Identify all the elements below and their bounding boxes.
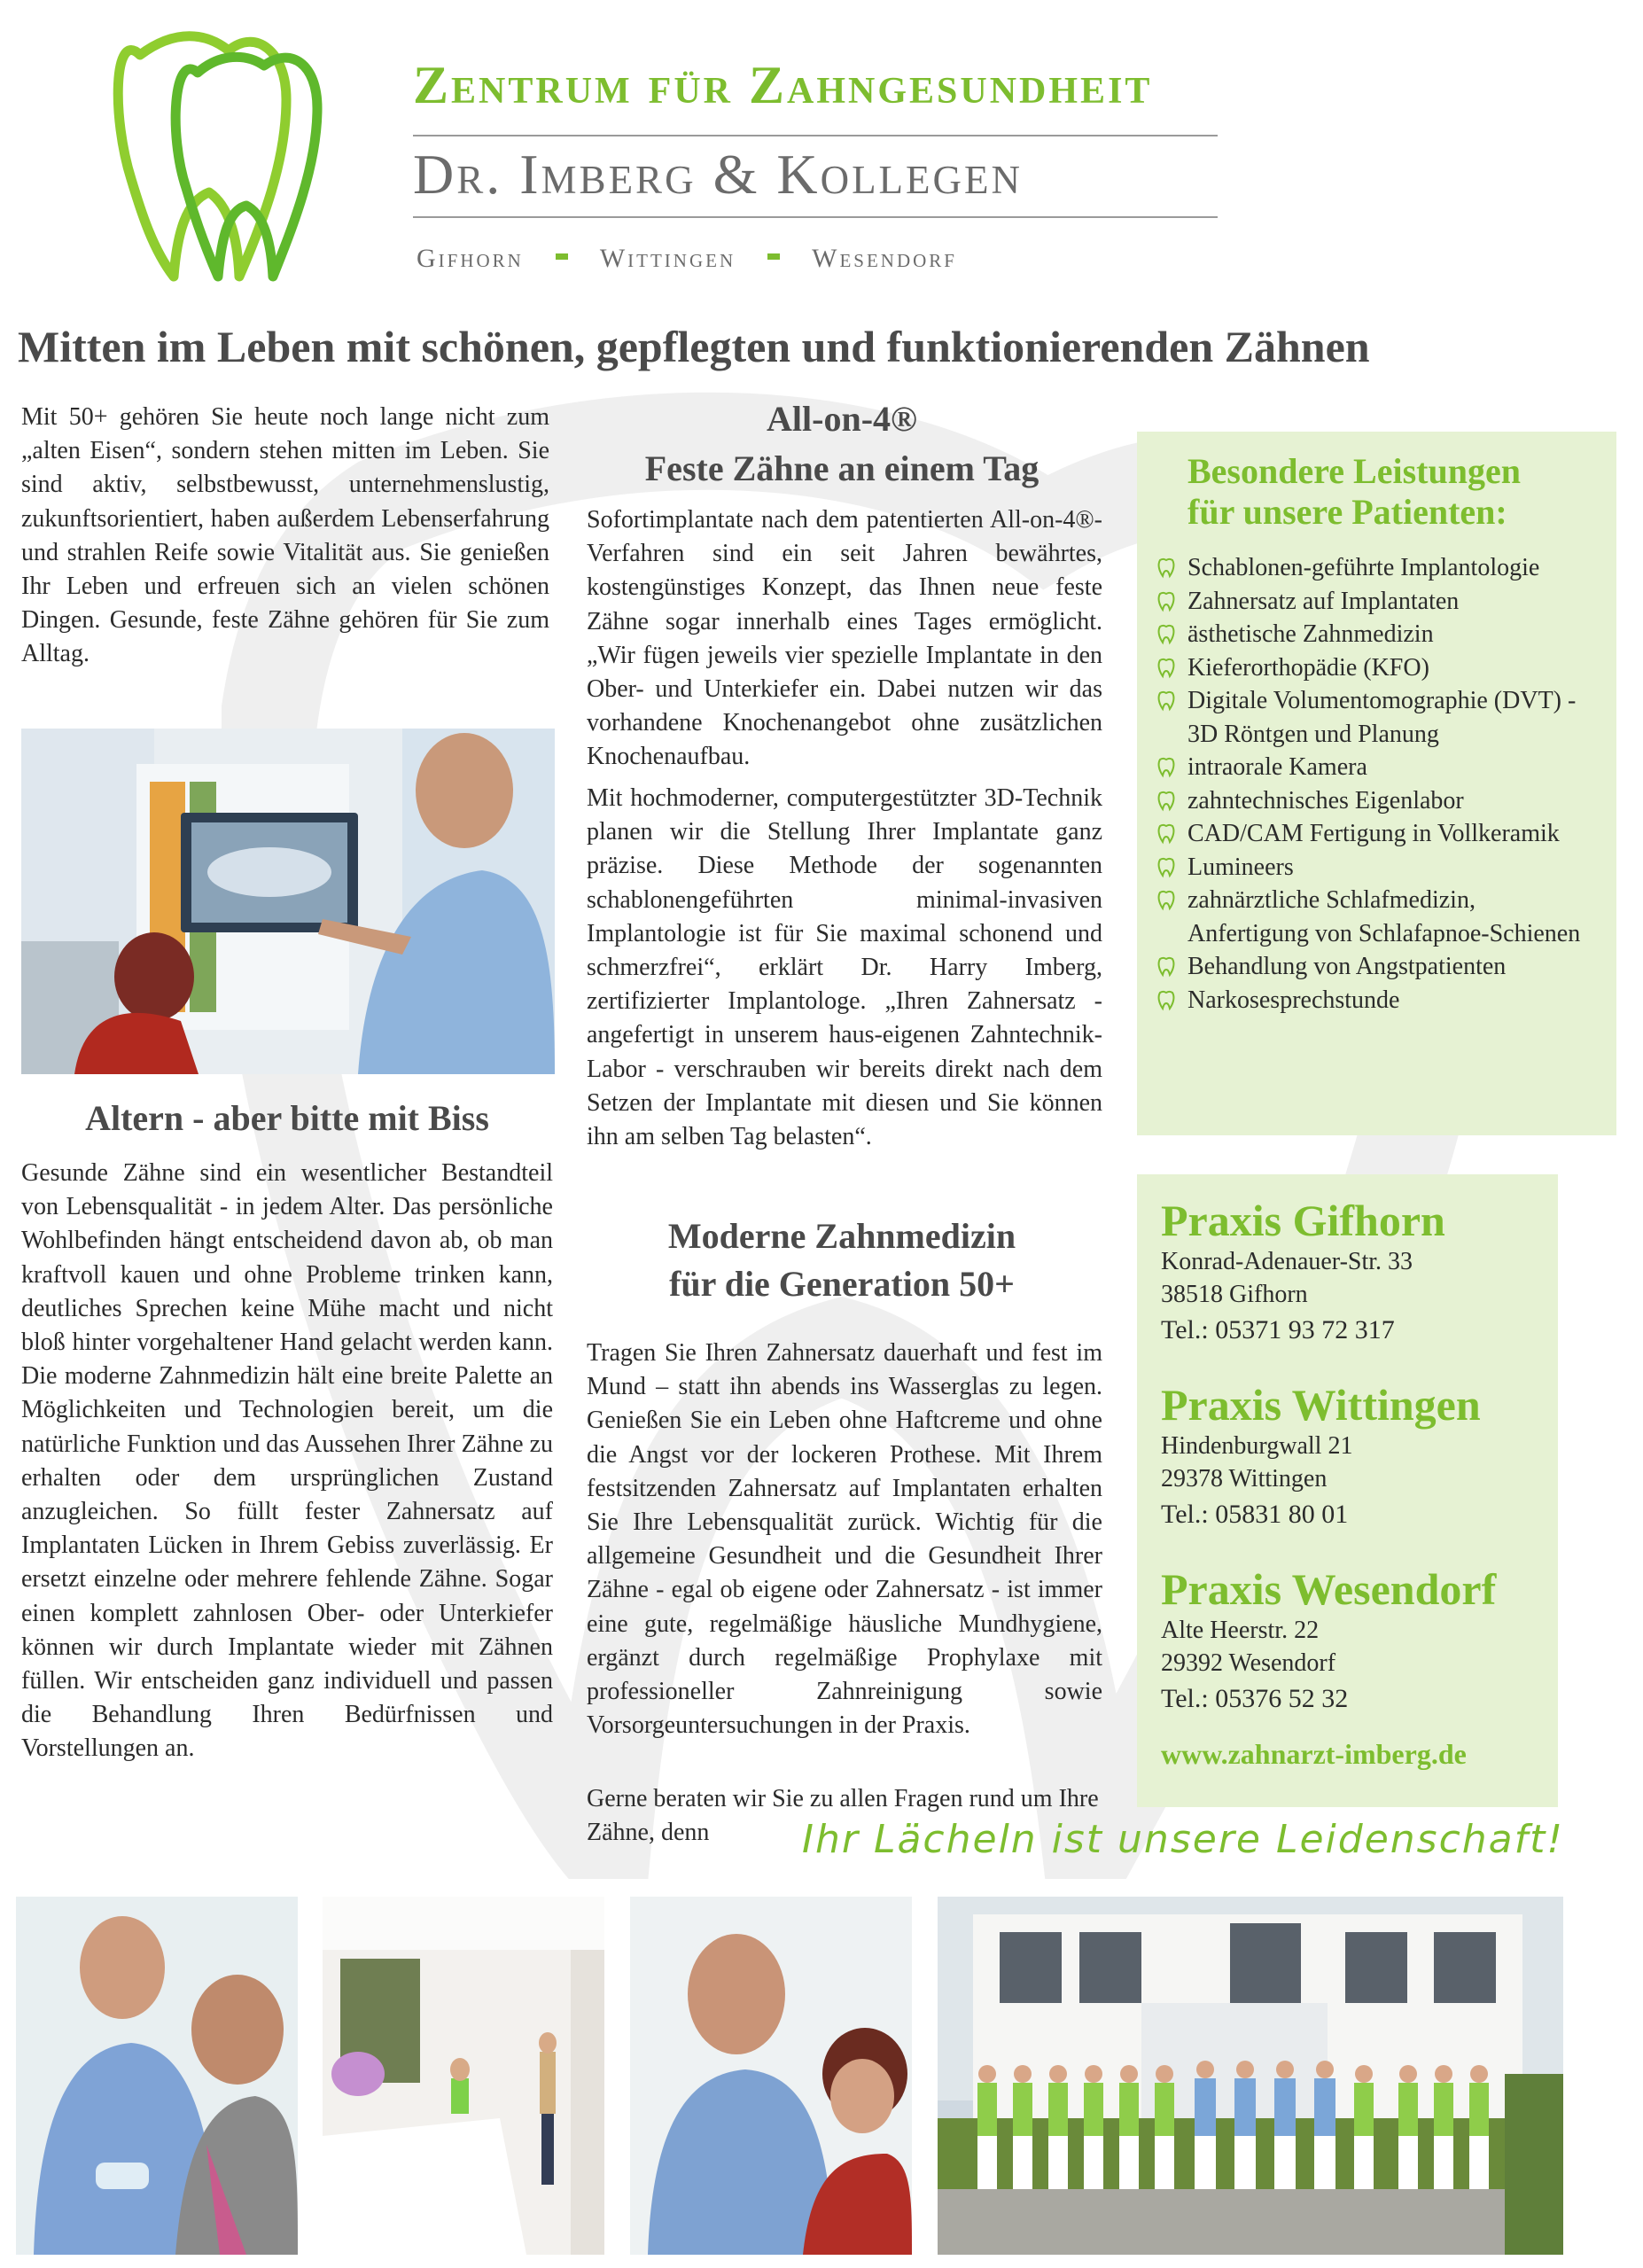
service-label: zahntechnisches Eigenlabor [1187, 786, 1464, 814]
services-list [1157, 551, 1600, 1017]
praxis-name: Praxis Wesendorf [1161, 1564, 1497, 1614]
praxis-name: Praxis Wittingen [1161, 1380, 1481, 1430]
moderne-paragraph: Tragen Sie Ihren Zahnersatz dauerhaft und fest im Mund – statt ihn abends ins Wasserglas zu legen. Genießen Sie ein Leben ohne Haftcreme und ohne die Angst vor der lockeren Prothese. Mit Ihrem festsitzenden Zahnersatz auf Implantaten erhalten Sie Ihre Lebensqualität zurück. Wichtig für die allgemeine Gesundheit und die Gesundheit Ihrer Zähne - egal ob eigene oder Zahnersatz - ist immer eine gute, regelmäßige häusliche Mundhygiene, ergänzt durch regelmäßige Prophylaxe mit professioneller Zahnreinigung sowie Vorsorgeuntersuchungen in der Praxis. [587, 1339, 1102, 1740]
praxis-block [1161, 1196, 1551, 1350]
clinic-title: Zentrum für Zahngesundheit [413, 56, 1153, 114]
allon4-paragraph-1: Sofortimplantate nach dem patentierten All-on-4®-Verfahren sind ein seit Jahren bewährtes, kostengünstiges Konzept, das Ihnen neue feste Zähne sogar innerhalb eines Tages ermöglicht. „Wir fügen jeweils vier spezielle Implantate in den Ober- und Unterkiefer ein. Dabei nutzen wir das vorhandene Knochenangebot ohne zusätzlichen Knochenaufbau. [587, 506, 1102, 771]
tooth-bullet-icon [1157, 591, 1175, 612]
service-label: Narkosesprechstunde [1187, 986, 1400, 1014]
service-item [1157, 984, 1600, 1017]
photo-team-building [938, 1897, 1563, 2255]
tooth-bullet-icon [1157, 823, 1175, 845]
allon4-title [585, 397, 1099, 491]
praxis-phone[interactable]: Tel.: 05376 52 32 [1161, 1684, 1349, 1713]
tooth-bullet-icon [1157, 757, 1175, 778]
allon4-title-line1: All-on-4® [767, 399, 917, 439]
location-gifhorn: Gifhorn [417, 244, 524, 273]
service-label: Digitale Volumentomographie (DVT) - 3D Röntgen und Planung [1187, 687, 1577, 748]
location-wittingen: Wittingen [599, 244, 736, 273]
service-item [1157, 618, 1600, 651]
service-item [1157, 551, 1600, 585]
praxis-block [1161, 1380, 1551, 1534]
clinic-subtitle: Dr. Imberg & Kollegen [413, 143, 1024, 206]
service-item [1157, 851, 1600, 885]
service-label: Schablonen-geführte Implantologie [1187, 554, 1540, 581]
location-wesendorf: Wesendorf [812, 244, 957, 273]
service-label: Behandlung von Angstpatienten [1187, 953, 1507, 980]
allon4-title-line2: Feste Zähne an einem Tag [644, 448, 1040, 488]
service-item [1157, 950, 1600, 984]
tooth-bullet-icon [1157, 857, 1175, 878]
praxis-city: 29392 Wesendorf [1161, 1649, 1336, 1677]
praxis-name: Praxis Gifhorn [1161, 1196, 1445, 1245]
service-label: intraorale Kamera [1187, 753, 1367, 781]
header-divider [413, 135, 1218, 136]
service-label: Zahnersatz auf Implantaten [1187, 587, 1460, 615]
praxis-block [1161, 1564, 1551, 1719]
moderne-title-line2: für die Generation 50+ [669, 1264, 1015, 1304]
service-item [1157, 784, 1600, 818]
service-label: CAD/CAM Fertigung in Vollkeramik [1187, 820, 1560, 847]
praxis-street: Alte Heerstr. 22 [1161, 1617, 1320, 1644]
praxis-street: Konrad-Adenauer-Str. 33 [1161, 1248, 1413, 1275]
moderne-title [585, 1214, 1099, 1306]
photo-reception [323, 1897, 604, 2255]
tooth-bullet-icon [1157, 557, 1175, 579]
photo-dentist-patient-2 [630, 1897, 912, 2255]
photo-dentist-patient-1 [16, 1897, 298, 2255]
services-title-line1: Besondere Leistungen [1187, 451, 1521, 491]
praxis-city: 29378 Wittingen [1161, 1465, 1328, 1493]
service-item [1157, 817, 1600, 851]
page-headline: Mitten im Leben mit schönen, gepflegten und funktionierenden Zähnen [18, 322, 1370, 371]
tooth-bullet-icon [1157, 890, 1175, 911]
allon4-paragraph-2: Mit hochmoderner, computergestützter 3D-Technik planen wir die Stellung Ihrer Implantate ganz präzise. Diese Methode der sogenannten schablonengeführten minimal-invasiven Implantologie ist für Sie maximal schonend und schmerzfrei“, erklärt Dr. Harry Imberg, zertifizierter Implantologe. „Ihren Zahnersatz - angefertigt in unserem haus-eigenen Zahntechnik-Labor - verschrauben wir bereits direkt nach dem Setzen der Implantate mit diesen und Sie können ihn am selben Tag belasten“. [587, 784, 1102, 1151]
location-separator [556, 253, 568, 260]
altern-paragraph: Gesunde Zähne sind ein wesentlicher Bestandteil von Lebensqualität - in jedem Alter. Das persönliche Wohlbefinden hängt entscheidend davon ab, ob man kraftvoll kauen und ohne Probleme trinken kann, deutliches Sprechen keine Mühe macht und nicht bloß hinter vorgehaltener Hand gelacht werden kann. Die moderne Zahnmedizin hält eine breite Palette an Möglichkeiten und Technologien bereit, um die natürliche Funktion und das Aussehen Ihrer Zähne zu erhalten oder dem ursprünglichen Zustand anzugleichen. So füllt fester Zahnersatz auf Implantaten Lücken in Ihrem Gebiss zuverlässig. Er ersetzt einzelne oder mehrere fehlende Zähne. Sogar einen komplett zahnlosen Ober- oder Unterkiefer können wir durch Implantate wieder mit Zähnen füllen. Wir entscheiden ganz individuell und passen die Behandlung Ihren Bedürfnissen und Vorstellungen an. [21, 1159, 553, 1763]
service-item [1157, 585, 1600, 619]
altern-title: Altern - aber bitte mit Biss [85, 1098, 489, 1138]
location-list [417, 244, 957, 274]
service-label: Lumineers [1187, 853, 1294, 881]
intro-paragraph: Mit 50+ gehören Sie heute noch lange nicht zum „alten Eisen“, sondern stehen mitten im Leben. Sie sind aktiv, selbstbewusst, unternehmenslustig, zukunftsorientiert, haben außerdem Lebenserfahrung und strahlen Reife sowie Vitalität aus. Sie genießen Ihr Leben und erfreuen sich an vielen schönen Dingen. Gesunde, feste Zähne gehören für Sie zum Alltag. [21, 403, 549, 668]
tooth-bullet-icon [1157, 658, 1175, 679]
tooth-bullet-icon [1157, 990, 1175, 1011]
service-item [1157, 884, 1600, 950]
service-label: Kieferorthopädie (KFO) [1187, 653, 1429, 682]
service-label: zahnärztliche Schlafmedizin, Anfertigung von Schlafapnoe-Schienen [1187, 886, 1581, 947]
tooth-logo-icon [105, 11, 357, 292]
praxis-city: 38518 Gifhorn [1161, 1281, 1308, 1308]
location-separator [767, 253, 780, 260]
service-item [1157, 684, 1600, 751]
praxis-phone[interactable]: Tel.: 05371 93 72 317 [1161, 1315, 1395, 1344]
header-divider [413, 216, 1218, 218]
contact-box [1137, 1174, 1558, 1807]
tooth-bullet-icon [1157, 690, 1175, 712]
services-title-line2: für unsere Patienten: [1187, 492, 1507, 532]
service-item [1157, 751, 1600, 784]
slogan: Ihr Lächeln ist unsere Leidenschaft! [802, 1817, 1565, 1862]
praxis-list [1161, 1196, 1551, 1749]
service-item [1157, 651, 1600, 685]
service-label: ästhetische Zahnmedizin [1187, 620, 1434, 648]
moderne-title-line1: Moderne Zahnmedizin [667, 1216, 1016, 1256]
tooth-bullet-icon [1157, 791, 1175, 812]
services-box [1137, 432, 1616, 1135]
services-title [1187, 451, 1521, 533]
tooth-bullet-icon [1157, 624, 1175, 645]
website-link[interactable]: www.zahnarzt-imberg.de [1161, 1738, 1467, 1770]
moderne-closing: Gerne beraten wir Sie zu allen Fragen rund um Ihre Zähne, denn [587, 1785, 1099, 1847]
tooth-bullet-icon [1157, 956, 1175, 978]
photo-dentist-xray [21, 729, 555, 1074]
praxis-street: Hindenburgwall 21 [1161, 1432, 1353, 1460]
praxis-phone[interactable]: Tel.: 05831 80 01 [1161, 1500, 1349, 1529]
